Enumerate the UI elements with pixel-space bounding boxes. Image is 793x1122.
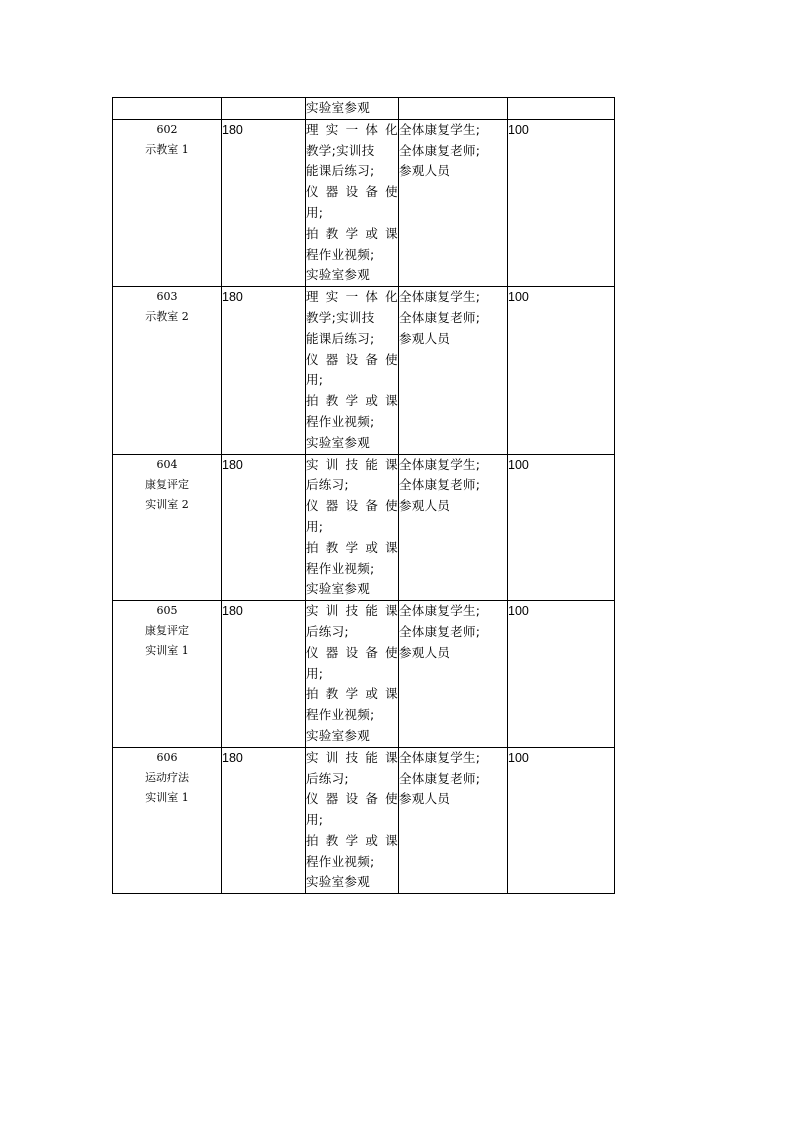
audience-line: 全体康复老师;	[399, 142, 481, 158]
audience-line: 全体康复学生;	[399, 289, 481, 305]
cell-room	[113, 747, 222, 894]
usage-line: 理实一体化	[306, 121, 398, 137]
room-name-line: 康复评定	[145, 477, 189, 491]
usage-line: 程作业视频;	[306, 707, 375, 723]
cell-usage	[306, 119, 399, 286]
cell-count: 100	[508, 601, 615, 748]
cell-audience	[399, 98, 508, 120]
cell-capacity: 180	[222, 601, 306, 748]
usage-line: 理实一体化	[306, 289, 398, 305]
audience-line: 全体康复老师;	[399, 770, 481, 786]
table-row	[113, 287, 615, 454]
cell-audience	[399, 287, 508, 454]
audience-line: 全体康复学生;	[399, 603, 481, 619]
usage-line: 后练习;	[306, 623, 349, 639]
usage-line: 用;	[306, 665, 324, 681]
usage-line: 实验室参观	[306, 267, 371, 283]
room-name-line: 示教室 1	[145, 142, 189, 156]
usage-line: 程作业视频;	[306, 560, 375, 576]
room-name-line: 示教室 2	[145, 310, 189, 324]
usage-line: 后练习;	[306, 477, 349, 493]
usage-line: 能课后练习;	[306, 163, 375, 179]
usage-line: 实训技能课	[306, 456, 398, 472]
usage-line: 后练习;	[306, 770, 349, 786]
usage-line: 实验室参观	[306, 874, 371, 890]
cell-count: 100	[508, 747, 615, 894]
usage-line: 实验室参观	[306, 727, 371, 743]
usage-line: 能课后练习;	[306, 330, 375, 346]
usage-line: 用;	[306, 518, 324, 534]
cell-count: 100	[508, 119, 615, 286]
room-name-line: 实训室 1	[145, 644, 189, 658]
table-body	[113, 98, 615, 894]
usage-line: 拍教学或课	[306, 832, 398, 848]
usage-line: 仪器设备使	[306, 498, 398, 514]
table-row-continued	[113, 98, 615, 120]
cell-capacity: 180	[222, 454, 306, 601]
lab-room-table	[112, 97, 615, 894]
cell-count: 100	[508, 287, 615, 454]
usage-line: 拍教学或课	[306, 393, 398, 409]
cell-audience	[399, 747, 508, 894]
usage-line: 仪器设备使	[306, 791, 398, 807]
room-name-line: 实训室 2	[145, 497, 189, 511]
audience-line: 参观人员	[399, 330, 451, 346]
cell-capacity	[222, 98, 306, 120]
audience-line: 全体康复学生;	[399, 121, 481, 137]
table-row	[113, 747, 615, 894]
usage-line: 用;	[306, 372, 324, 388]
cell-audience	[399, 601, 508, 748]
usage-line: 程作业视频;	[306, 246, 375, 262]
audience-line: 全体康复老师;	[399, 309, 481, 325]
usage-line: 实训技能课	[306, 603, 398, 619]
audience-line: 参观人员	[399, 791, 451, 807]
cell-room	[113, 287, 222, 454]
audience-line: 参观人员	[399, 163, 451, 179]
usage-line: 拍教学或课	[306, 686, 398, 702]
room-name-line: 603	[156, 290, 178, 304]
room-name-line: 实训室 1	[145, 790, 189, 804]
usage-line: 仪器设备使	[306, 184, 398, 200]
room-name-line: 604	[156, 457, 178, 471]
cell-capacity: 180	[222, 747, 306, 894]
cell-room	[113, 119, 222, 286]
cell-usage	[306, 454, 399, 601]
table-row	[113, 454, 615, 601]
audience-line: 全体康复老师;	[399, 477, 481, 493]
usage-line: 实验室参观	[306, 434, 371, 450]
cell-usage	[306, 98, 399, 120]
usage-line: 实验室参观	[306, 100, 371, 115]
cell-count: 100	[508, 454, 615, 601]
usage-line: 实验室参观	[306, 581, 371, 597]
audience-line: 全体康复学生;	[399, 749, 481, 765]
usage-line: 程作业视频;	[306, 413, 375, 429]
usage-line: 教学;实训技	[306, 142, 375, 158]
audience-line: 参观人员	[399, 498, 451, 514]
cell-room	[113, 454, 222, 601]
usage-line: 用;	[306, 204, 324, 220]
usage-line: 实训技能课	[306, 749, 398, 765]
usage-line: 用;	[306, 812, 324, 828]
usage-line: 教学;实训技	[306, 309, 375, 325]
usage-line: 拍教学或课	[306, 539, 398, 555]
cell-audience	[399, 454, 508, 601]
usage-line: 仪器设备使	[306, 644, 398, 660]
room-name-line: 运动疗法	[145, 770, 189, 784]
audience-line: 全体康复老师;	[399, 623, 481, 639]
table-row	[113, 601, 615, 748]
audience-line: 参观人员	[399, 644, 451, 660]
cell-capacity: 180	[222, 119, 306, 286]
cell-room	[113, 98, 222, 120]
cell-room	[113, 601, 222, 748]
usage-line: 程作业视频;	[306, 853, 375, 869]
cell-audience	[399, 119, 508, 286]
room-name-line: 康复评定	[145, 624, 189, 638]
cell-usage	[306, 287, 399, 454]
table-row	[113, 119, 615, 286]
cell-capacity: 180	[222, 287, 306, 454]
room-name-line: 602	[156, 122, 178, 136]
usage-line: 仪器设备使	[306, 351, 398, 367]
usage-line: 拍教学或课	[306, 225, 398, 241]
cell-usage	[306, 601, 399, 748]
cell-count	[508, 98, 615, 120]
room-name-line: 606	[156, 750, 178, 764]
cell-usage	[306, 747, 399, 894]
audience-line: 全体康复学生;	[399, 456, 481, 472]
room-name-line: 605	[156, 604, 178, 618]
